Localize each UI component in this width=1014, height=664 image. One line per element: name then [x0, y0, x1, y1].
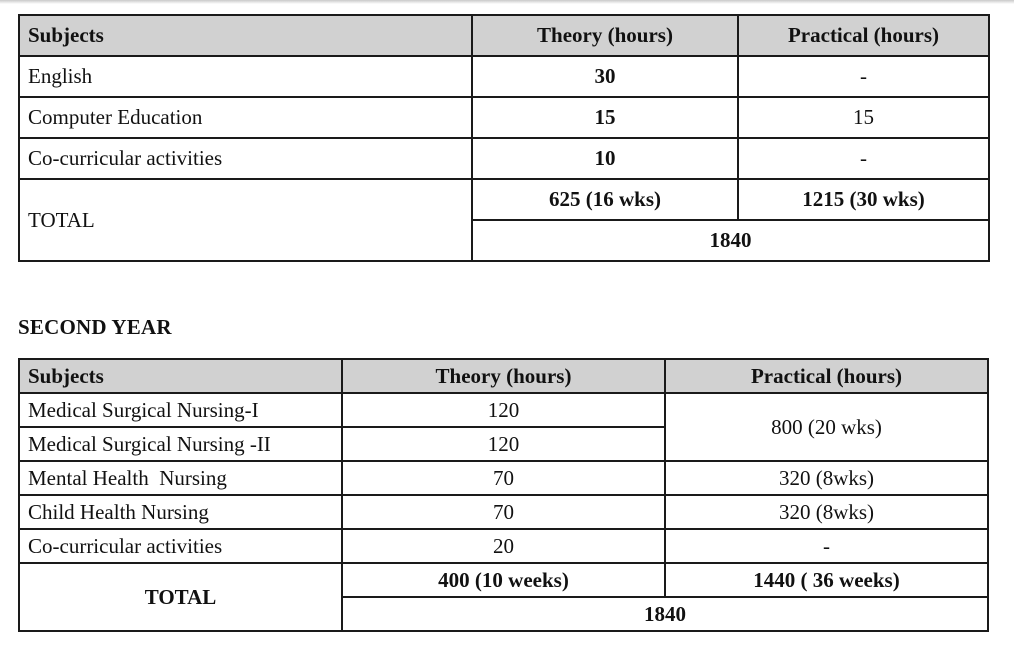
second-year-hours-table — [18, 358, 989, 632]
theory-cell: 120 — [342, 393, 665, 427]
theory-cell: 70 — [342, 461, 665, 495]
column-header-practical: Practical (hours) — [665, 359, 988, 393]
practical-cell: 320 (8wks) — [665, 495, 988, 529]
section-title-second-year: SECOND YEAR — [18, 315, 172, 339]
total-practical: 1440 ( 36 weeks) — [665, 563, 988, 597]
grand-total: 1840 — [472, 220, 989, 261]
column-header-practical: Practical (hours) — [738, 15, 989, 56]
practical-cell: - — [665, 529, 988, 563]
table-row — [19, 393, 988, 427]
first-year-hours-table — [18, 14, 990, 262]
column-header-subjects: Subjects — [19, 359, 342, 393]
table-header-row — [19, 15, 989, 56]
table-header-row — [19, 359, 988, 393]
total-row — [19, 179, 989, 220]
theory-cell: 70 — [342, 495, 665, 529]
table-row — [19, 529, 988, 563]
subject-cell: Mental Health Nursing — [19, 461, 342, 495]
theory-cell: 20 — [342, 529, 665, 563]
total-theory: 625 (16 wks) — [472, 179, 738, 220]
total-row — [19, 563, 988, 597]
practical-cell: - — [738, 56, 989, 97]
total-label: TOTAL — [19, 179, 472, 261]
total-theory: 400 (10 weeks) — [342, 563, 665, 597]
practical-cell: 15 — [738, 97, 989, 138]
theory-cell: 30 — [472, 56, 738, 97]
practical-cell: - — [738, 138, 989, 179]
subject-cell: Co-curricular activities — [19, 138, 472, 179]
table-row — [19, 138, 989, 179]
table-row — [19, 461, 988, 495]
theory-cell: 120 — [342, 427, 665, 461]
theory-cell: 10 — [472, 138, 738, 179]
column-header-theory: Theory (hours) — [342, 359, 665, 393]
subject-cell: Child Health Nursing — [19, 495, 342, 529]
subject-cell: Co-curricular activities — [19, 529, 342, 563]
column-header-theory: Theory (hours) — [472, 15, 738, 56]
total-label: TOTAL — [19, 563, 342, 631]
table-row — [19, 56, 989, 97]
table-row — [19, 495, 988, 529]
total-practical: 1215 (30 wks) — [738, 179, 989, 220]
subject-cell: Medical Surgical Nursing -II — [19, 427, 342, 461]
page-top-edge — [0, 0, 1014, 4]
theory-cell: 15 — [472, 97, 738, 138]
subject-cell: Computer Education — [19, 97, 472, 138]
grand-total: 1840 — [342, 597, 988, 631]
merged-practical-cell: 800 (20 wks) — [665, 393, 988, 461]
practical-cell: 320 (8wks) — [665, 461, 988, 495]
subject-cell: Medical Surgical Nursing-I — [19, 393, 342, 427]
table-row — [19, 97, 989, 138]
subject-cell: English — [19, 56, 472, 97]
column-header-subjects: Subjects — [19, 15, 472, 56]
